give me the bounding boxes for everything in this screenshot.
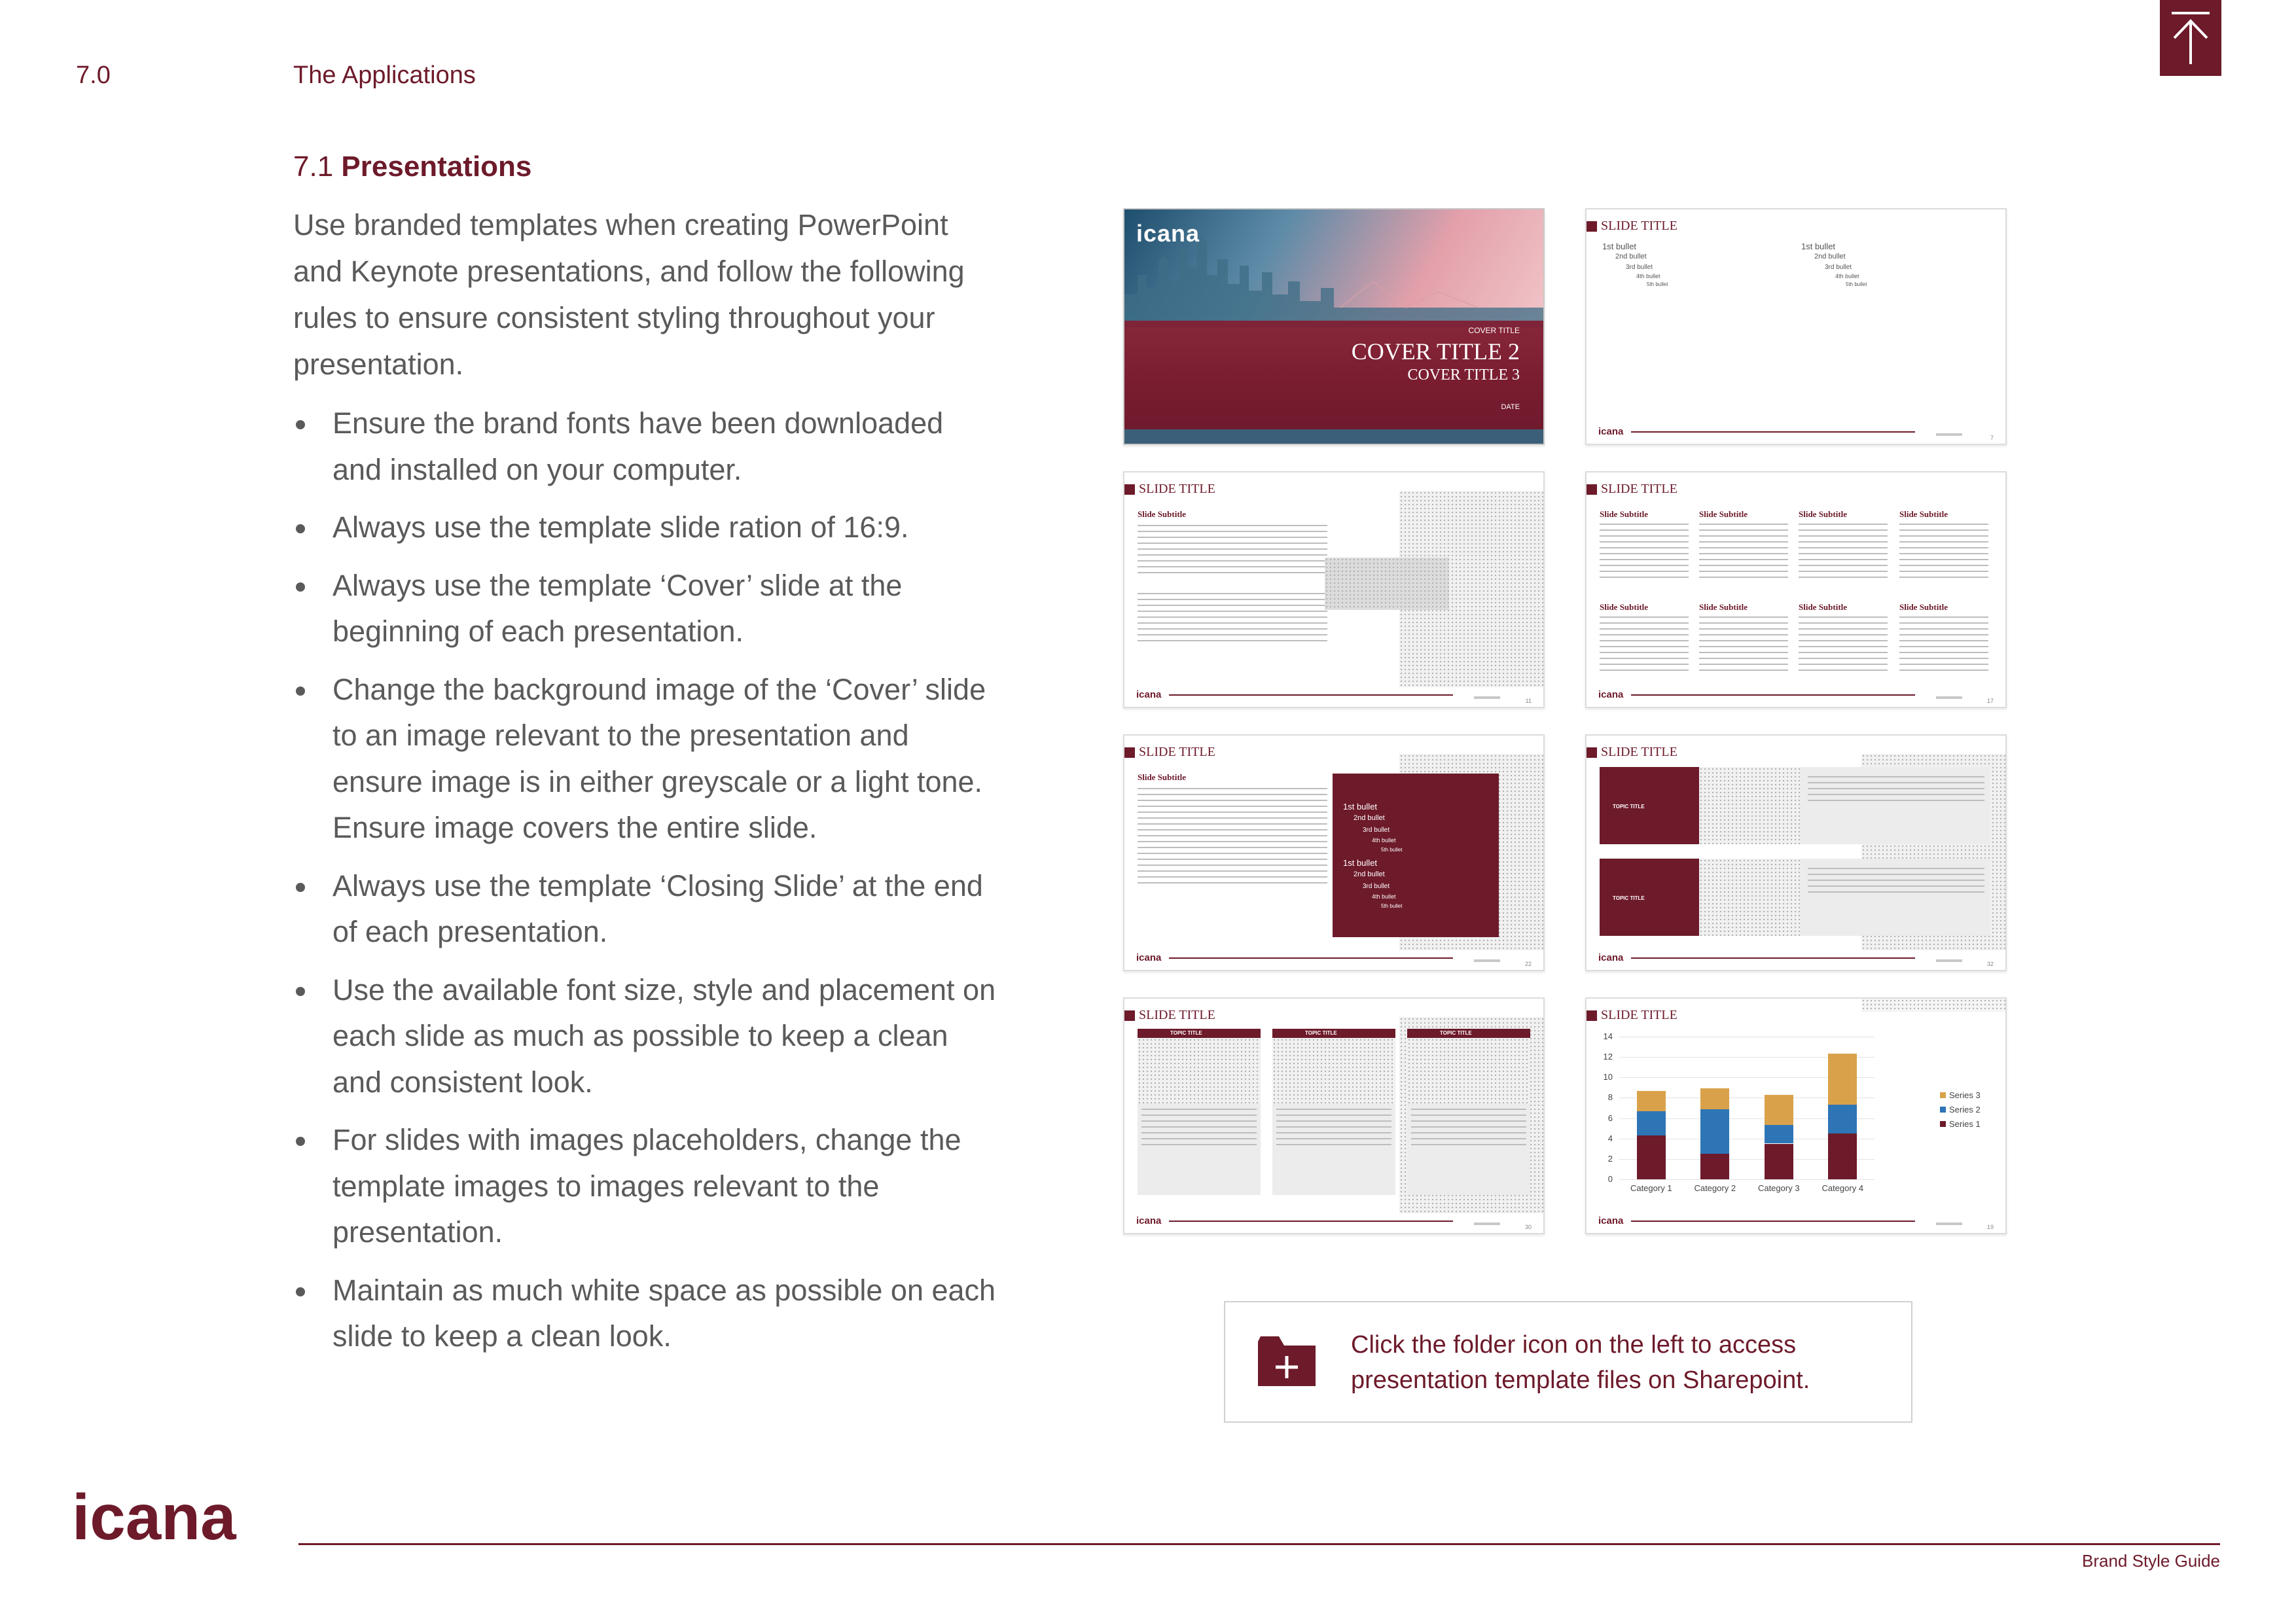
page-number: 7 (1990, 435, 1994, 441)
stacked-bar-chart (1587, 999, 2005, 1233)
list-item (293, 967, 1000, 1106)
topic-title: TOPIC TITLE (1613, 895, 1645, 901)
topic-title: TOPIC TITLE (1613, 804, 1645, 810)
chart-gridline (1619, 1179, 1874, 1180)
body-text-placeholder (1808, 868, 1984, 894)
bullet-icon (296, 1137, 305, 1146)
legend-swatch (1940, 1107, 1946, 1113)
slide-footer-logo: icana (1136, 689, 1162, 700)
bullet-level-2: 2nd bullet (1354, 870, 1385, 878)
legend-label: Series 3 (1949, 1090, 1981, 1100)
slide-thumbnail-topic-rows (1585, 734, 2007, 971)
body-text-placeholder (1138, 788, 1327, 886)
bullet-level-4: 4th bullet (1835, 273, 1859, 279)
slide-thumbnail-three-columns (1123, 997, 1545, 1234)
list-item-text: Always use the template ‘Closing Slide’ at the end of each presentation. (332, 868, 983, 948)
slide-footer (1136, 950, 1532, 967)
chart-category-label: Category 2 (1694, 1183, 1736, 1193)
slide-subtitle: Slide Subtitle (1138, 772, 1187, 782)
bullet-icon (296, 883, 305, 892)
subsection-number: 7.1 (293, 151, 334, 183)
cover-title-label: COVER TITLE (1468, 326, 1520, 335)
chart-bar-segment (1637, 1135, 1666, 1179)
slide-title: SLIDE TITLE (1124, 1008, 1215, 1023)
slide-title: SLIDE TITLE (1124, 482, 1215, 497)
slide-footer-logo: icana (1136, 952, 1162, 963)
bullet-level-4: 4th bullet (1372, 893, 1396, 900)
list-item-text: For slides with images placeholders, change the template images to images relevant to the presentation. (332, 1123, 961, 1249)
body-text-placeholder (1799, 616, 1888, 671)
callout-text: Click the folder icon on the left to access presentation template files on Sharepoint. (1351, 1331, 1810, 1394)
slide-footer-logo: icana (1598, 952, 1624, 963)
body-text-placeholder (1899, 524, 1988, 579)
list-item (293, 1268, 1000, 1360)
chart-legend-item (1940, 1090, 1981, 1100)
chart-bar-segment (1700, 1109, 1729, 1154)
bullet-icon (296, 987, 305, 996)
slide-subtitle: Slide Subtitle (1600, 602, 1649, 612)
sharepoint-callout (1224, 1301, 1912, 1423)
slide-subtitle: Slide Subtitle (1899, 509, 1948, 519)
list-item-text: Maintain as much white space as possible on each slide to keep a clean look. (332, 1273, 996, 1353)
image-placeholder (1699, 859, 1800, 936)
cover-title-2: COVER TITLE 2 (1351, 338, 1520, 365)
chart-y-tick-label: 4 (1607, 1133, 1613, 1143)
chart-bar-segment (1765, 1125, 1793, 1143)
cover-date: DATE (1501, 403, 1520, 411)
bullet-level-1: 1st bullet (1343, 858, 1378, 868)
topic-title: TOPIC TITLE (1170, 1030, 1202, 1036)
slide-footer-logo: icana (1598, 426, 1624, 437)
slide-thumbnail-bullets (1585, 208, 2007, 445)
subsection-heading (293, 151, 531, 183)
logo-wordmark: icana (72, 1492, 236, 1553)
chart-y-tick-label: 6 (1607, 1113, 1613, 1123)
guideline-list (293, 401, 1000, 1372)
legend-label: Series 1 (1949, 1119, 1981, 1129)
list-item (293, 505, 1000, 551)
bullet-icon (296, 687, 305, 696)
icana-logo-icon (72, 1492, 255, 1564)
slide-title: SLIDE TITLE (1587, 1008, 1677, 1023)
body-text-placeholder (1276, 1109, 1391, 1148)
list-item (293, 401, 1000, 493)
chart-bar-segment (1700, 1088, 1729, 1109)
footer-divider (298, 1543, 2220, 1545)
legend-swatch (1940, 1121, 1946, 1127)
bullet-icon (296, 524, 305, 533)
slide-subtitle: Slide Subtitle (1600, 509, 1649, 519)
image-placeholder (1138, 1038, 1261, 1103)
body-text-placeholder (1808, 776, 1984, 802)
section-title: The Applications (293, 62, 476, 89)
slide-footer (1598, 424, 1994, 441)
slide-footer (1136, 1213, 1532, 1230)
list-item-text: Use the available font size, style and placement on each slide as much as possible to keep a clean and consistent look. (332, 972, 996, 1099)
body-text-placeholder (1141, 1109, 1257, 1148)
chart-bar-segment (1637, 1091, 1666, 1111)
arrow-up-icon (2168, 9, 2214, 67)
cover-logo: icana (1136, 220, 1200, 247)
section-number: 7.0 (76, 62, 111, 89)
legend-swatch (1940, 1092, 1946, 1098)
slide-thumbnail-text-image (1123, 471, 1545, 708)
slide-subtitle: Slide Subtitle (1899, 602, 1948, 612)
chart-category-label: Category 4 (1821, 1183, 1864, 1193)
bullet-icon (296, 582, 305, 592)
bullet-level-3: 3rd bullet (1363, 883, 1390, 890)
body-text-placeholder (1138, 525, 1327, 577)
page-number: 19 (1986, 1224, 1994, 1230)
body-text-placeholder (1138, 593, 1327, 645)
chart-y-tick-label: 14 (1603, 1031, 1613, 1041)
body-text-placeholder (1411, 1109, 1526, 1148)
topic-title: TOPIC TITLE (1305, 1030, 1337, 1036)
chart-bar-segment (1828, 1054, 1857, 1105)
bullet-level-5: 5th bullet (1381, 847, 1403, 853)
slide-footer-logo: icana (1598, 1215, 1624, 1226)
topic-title: TOPIC TITLE (1440, 1030, 1472, 1036)
image-placeholder (1325, 558, 1449, 610)
footer-label: Brand Style Guide (2081, 1551, 2220, 1571)
chart-bar-segment (1828, 1105, 1857, 1133)
subsection-title: Presentations (341, 151, 532, 183)
slide-title: SLIDE TITLE (1587, 745, 1677, 760)
chart-bar-segment (1828, 1133, 1857, 1179)
body-text-placeholder (1600, 616, 1689, 671)
chart-legend-item (1940, 1105, 1981, 1115)
list-item (293, 563, 1000, 655)
chart-y-tick-label: 2 (1607, 1153, 1613, 1164)
list-item (293, 667, 1000, 851)
slide-thumbnail-chart (1585, 997, 2007, 1234)
chart-y-tick-label: 10 (1603, 1072, 1613, 1082)
intro-paragraph: Use branded templates when creating PowerPoint and Keynote presentations, and follow the following rules to ensure consistent styling throughout your presentation. (293, 208, 965, 381)
bullet-level-3: 3rd bullet (1626, 264, 1653, 271)
bullet-level-2: 2nd bullet (1615, 253, 1647, 260)
bullet-level-2: 2nd bullet (1354, 814, 1385, 822)
bullet-level-5: 5th bullet (1846, 281, 1867, 287)
slide-thumbnail-text-bullets-box (1123, 734, 1545, 971)
list-item-text: Change the background image of the ‘Cover’ slide to an image relevant to the presentation and ensure image is in either greyscale or a light tone. Ensure image covers the entire slide. (332, 672, 986, 844)
body-text-placeholder (1699, 524, 1788, 579)
image-placeholder (1407, 1038, 1530, 1103)
slide-title: SLIDE TITLE (1124, 745, 1215, 760)
bullet-level-3: 3rd bullet (1363, 827, 1390, 834)
bullets-box (1333, 774, 1499, 937)
slide-footer (1598, 950, 1994, 967)
chart-bar-segment (1765, 1095, 1793, 1126)
slide-title: SLIDE TITLE (1587, 482, 1677, 497)
page-number: 32 (1986, 961, 1994, 967)
chart-category-label: Category 1 (1630, 1183, 1672, 1193)
bullet-icon (296, 1287, 305, 1296)
slide-footer (1598, 1213, 1994, 1230)
page-number: 17 (1986, 698, 1994, 704)
list-item (293, 863, 1000, 955)
list-item-text: Always use the template ‘Cover’ slide at the beginning of each presentation. (332, 568, 903, 648)
image-placeholder (1272, 1038, 1395, 1103)
bullet-level-5: 5th bullet (1647, 281, 1668, 287)
slide-subtitle: Slide Subtitle (1799, 509, 1848, 519)
slide-footer (1598, 687, 1994, 704)
chart-y-tick-label: 0 (1607, 1174, 1613, 1184)
legend-label: Series 2 (1949, 1105, 1981, 1115)
bullet-level-2: 2nd bullet (1814, 253, 1846, 260)
slide-subtitle: Slide Subtitle (1799, 602, 1848, 612)
slide-subtitle: Slide Subtitle (1138, 509, 1187, 519)
body-text-placeholder (1799, 524, 1888, 579)
page-number: 11 (1525, 698, 1532, 704)
slide-subtitle: Slide Subtitle (1699, 602, 1748, 612)
bullet-level-1: 1st bullet (1801, 241, 1836, 251)
body-text-placeholder (1699, 616, 1788, 671)
bullet-level-1: 1st bullet (1602, 241, 1637, 251)
cover-title-3: COVER TITLE 3 (1407, 366, 1520, 383)
bullet-level-3: 3rd bullet (1825, 264, 1852, 271)
chart-legend-item (1940, 1119, 1981, 1129)
chart-bar-segment (1637, 1111, 1666, 1135)
slide-title: SLIDE TITLE (1587, 219, 1677, 234)
back-to-top-button[interactable] (2160, 0, 2221, 76)
slide-footer-logo: icana (1136, 1215, 1162, 1226)
chart-bar-segment (1765, 1144, 1793, 1180)
slide-footer-logo: icana (1598, 689, 1624, 700)
icana-logo (72, 1492, 255, 1567)
page-number: 30 (1524, 1224, 1532, 1230)
folder-plus-icon[interactable] (1258, 1336, 1316, 1386)
slide-thumbnail-cover (1123, 208, 1545, 445)
chart-y-tick-label: 12 (1603, 1052, 1613, 1062)
list-item (293, 1117, 1000, 1256)
bullet-level-4: 4th bullet (1372, 837, 1396, 844)
list-item-text: Always use the template slide ration of 16:9. (332, 510, 909, 544)
bullet-level-5: 5th bullet (1381, 903, 1403, 909)
cover-bottom-bar (1124, 429, 1543, 444)
chart-bar-segment (1700, 1154, 1729, 1179)
chart-category-label: Category 3 (1757, 1183, 1800, 1193)
list-item-text: Ensure the brand fonts have been downloaded and installed on your computer. (332, 406, 944, 486)
bullet-level-4: 4th bullet (1636, 273, 1660, 279)
body-text-placeholder (1899, 616, 1988, 671)
slide-subtitle: Slide Subtitle (1699, 509, 1748, 519)
image-placeholder (1699, 767, 1800, 844)
page-number: 22 (1524, 961, 1532, 967)
bullet-level-1: 1st bullet (1343, 802, 1378, 812)
body-text-placeholder (1600, 524, 1689, 579)
slide-footer (1136, 687, 1532, 704)
bullet-icon (296, 420, 305, 429)
city-skyline-image (1124, 236, 1543, 327)
chart-y-tick-label: 8 (1607, 1092, 1613, 1103)
slide-thumbnail-four-columns (1585, 471, 2007, 708)
